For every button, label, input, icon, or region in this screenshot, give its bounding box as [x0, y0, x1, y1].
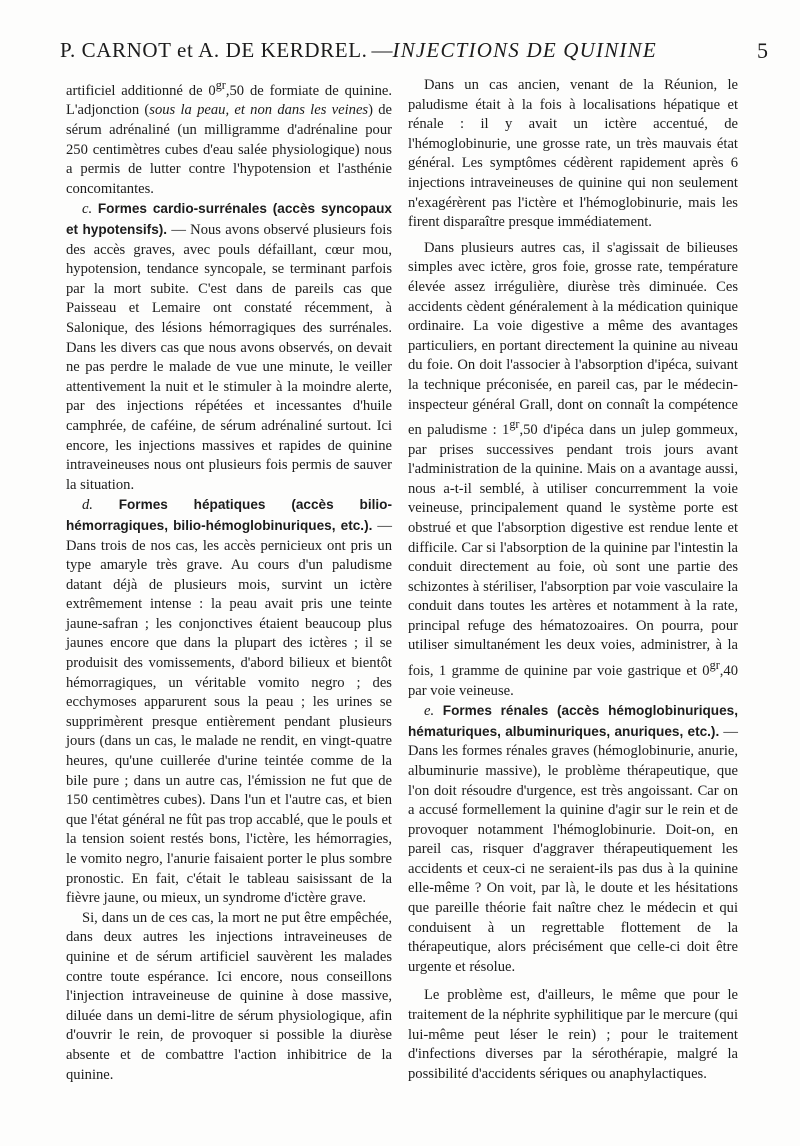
paragraph-bilieuses: Dans plusieurs autres cas, il s'agissait de bilieuses simples avec ictère, gros foie, grosse rate, température élevée assez irrégulière, diurèse très diminuée. Ces accidents cèdent généralement à la médication quinique ordinaire. La voie digestive a même des avantages particuliers, en portant directement la quinine au niveau du foie. On doit l'associer à l'absorption d'ipéca, suivant la technique préconisée, en pareil cas, par le médecin-inspecteur général Grall, dont on connaît la compétence en paludisme : $1^{gr},50$ d'ipéca dans un julep gommeux, par prises successives pendant trois jours avant l'administration de la quinine. Mais on a avantage aussi, nous a-t-il semblé, à utiliser concurremment la voie veineuse, principalement quand le système porte est obstrué et que l'absorption digestive est rendue lente et difficile. Car si l'absorption de la quinine par l'intestin la conduit directement au foie, où sont une partie des schizontes à stériliser, l'absorption par voie vasculaire la conduit dans toutes les artères et notamment à la rate, principal refuge des hématozoaires. On pourra, pour utiliser simultanément les deux voies, administrer, à la fois, 1 gramme de quinine par voie gastrique et $0^{gr},40$ par voie veineuse. — [408, 239, 738, 699]
section-e-text: — Dans les formes rénales graves (hémoglobinurie, anurie, albuminurie massive), le problème thérapeutique, que l'on doit résoudre d'urgence, est très angoissant. Car on a accusé formellement la quinine d'agir sur le rein et de provoquer notamment l'hémoglobinurie. Doit-on, en pareil cas, risquer d'aggraver thérapeutiquement les accidents et ceux-ci ne seraient-ils pas dus à la quinine elle-même ? On voit, par là, le doute et les hésitations que pareille théorie fait naître chez le médecin et qui conduisent à un regrettable flottement de la thérapeutique, alors précisément que celle-ci doit être urgente et résolue. — [408, 723, 738, 975]
header-authors: P. CARNOT et A. DE KERDREL. — [60, 38, 368, 62]
paragraph-reunion: Dans un cas ancien, venant de la Réunion, le paludisme était à la fois à localisations hépatique et rénale : il y avait un ictère accentué, de l'hémoglobinurie, une grosse rate, un très mauvais état général. Les symptômes cédèrent rapidement après 6 injections intraveineuses de quinine qui non seulement n'exagérèrent pas l'ictère et l'hémoglobinurie, mais les firent disparaître presque immédiatement. — [408, 77, 738, 231]
section-d-hepatiques — [66, 495, 392, 908]
header-title: INJECTIONS DE QUININE — [392, 38, 657, 62]
paragraph-si: Si, dans un de ces cas, la mort ne put être empêchée, dans deux autres les injections intraveineuses de quinine et de sérum artificiel sauvèrent les malades contre toute espérance. Ici encore, nous conseillons l'injection intraveineuse de quinine à dose massive, diluée dans un demi-litre de sérum physiologique, afin d'ouvrir le rein, de provoquer si possible la diurèse absente et de combattre l'action inhibitrice de la quinine. — [66, 909, 392, 1083]
section-d-label: d. — [82, 497, 93, 514]
section-c-heading: Formes cardio-surrénales (accès syncopaux et hypotensifs). — [66, 201, 392, 238]
section-c-cardio-surrenales — [66, 199, 392, 495]
section-c-label: c. — [82, 201, 93, 218]
section-e-label: e. — [424, 703, 435, 720]
paragraph-probleme: Le problème est, d'ailleurs, le même que pour le traitement de la néphrite syphilitique par le mercure (qui lui-même peut léser le rein) ; pour le traitement d'infections diverses par la sérothérapie, malgré la possibilité d'accidents sériques ou anaphylactiques. — [408, 987, 738, 1082]
section-d-heading: Formes hépatiques (accès bilio-hémorragiques, bilio-hémoglobinuriques, etc.). — [66, 497, 392, 533]
running-header — [60, 38, 780, 68]
right-column — [408, 76, 738, 1084]
section-e-renales — [408, 701, 738, 977]
section-d-text: — Dans trois de nos cas, les accès pernicieux ont pris un type amaryle très grave. Au cours d'un paludisme datant déjà de plusieurs mois, survint un ictère extrêmement intense : la peau avait pris une teinte jaune-safran ; les conjonctives étaient beaucoup plus jaunes encore que dans la plupart des ictères ; il se produisit des vomissements, d'abord bilieux et bientôt hémorragiques, un véritable vomito negro ; des ecchymoses apparurent sous la peau ; les urines se supprimèrent presque entièrement pendant plusieurs jours (dans un cas, le malade ne rendit, en vingt-quatre heures, qu'une cuillerée d'urine teintée comme de la bile pure ; dans un autre cas, l'émission ne fut que de 150 centimètres cubes). Dans l'un et l'autre cas, et bien que l'état général ne fût pas trop accablé, que le pouls et la tension soient restés bons, l'ictère, les hémorragies, le vomito negro, l'anurie faisaient porter le plus sombre pronostic. En fait, c'était le tableau saisissant de la fièvre jaune, ou mieux, un syndrome d'ictère grave. — [66, 517, 392, 907]
section-c-text: — Nous avons observé plusieurs fois des accès graves, avec pouls défaillant, cœur mou, hypotension, tendance syncopale, se terminant parfois par la mort subite. C'est dans de pareils cas que Paisseau et Lemaire ont constaté récemment, à Salonique, des lésions hémorragiques des surrénales. Dans les divers cas que nous avons observés, on devait ne pas perdre le malade de vue une minute, le veiller attentivement la nuit et le stimuler à la moindre alerte, par des injections répétées et incessantes d'huile camphrée, de caféine, de sérum adrénaliné surtout. Ici encore, les injections massives et rapides de quinine intraveineuses nous ont plusieurs fois permis de sauver la situation. — [66, 222, 392, 493]
section-e-heading: Formes rénales (accès hémoglobinuriques, hématuriques, albuminuriques, anuriques, etc.). — [408, 703, 738, 739]
page-number: 5 — [757, 38, 768, 63]
left-column — [66, 76, 392, 1085]
paragraph-formiate: artificiel additionné de $0^{gr},50$ de formiate de quinine. L'adjonction (sous la peau, et non dans les veines) de sérum adrénaliné (un milligramme d'adrénaline pour 250 centimètres cubes d'eau salée physiologique) nous a permis de lutter contre l'hypotension et l'asthénie concomitantes. — [66, 78, 393, 197]
header-dash: — — [371, 38, 393, 62]
